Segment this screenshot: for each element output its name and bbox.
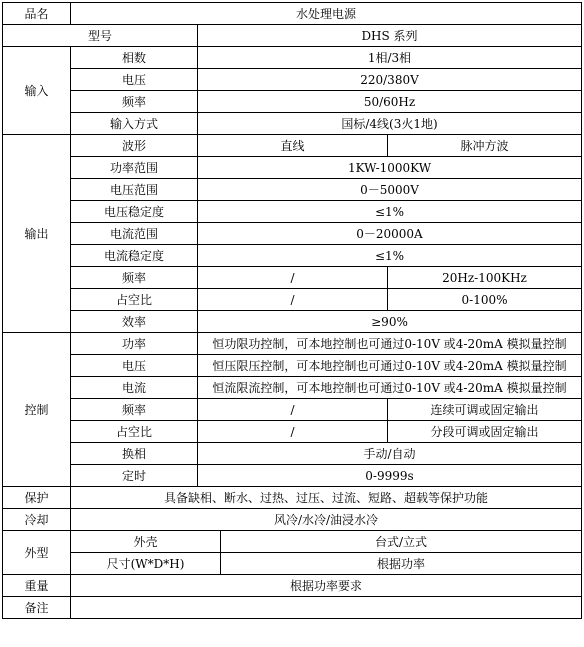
input-section-label: 输入 [3,47,71,135]
row-model [3,25,582,47]
control-timing-label: 定时 [71,465,198,487]
row-control-current [3,377,582,399]
output-voltage-stability-label: 电压稳定度 [71,201,198,223]
protection-value: 具备缺相、断水、过热、过压、过流、短路、超载等保护功能 [71,487,582,509]
row-input-voltage [3,69,582,91]
control-frequency-pulse: 连续可调或固定输出 [388,399,582,421]
output-waveform-dc: 直线 [198,135,388,157]
row-control-power [3,333,582,355]
protection-label: 保护 [3,487,71,509]
output-frequency-label: 频率 [71,267,198,289]
input-method-label: 输入方式 [71,113,198,135]
appearance-housing-label: 外壳 [71,531,221,553]
control-duty-cycle-pulse: 分段可调或固定输出 [388,421,582,443]
row-product-name [3,3,582,25]
output-frequency-pulse: 20Hz-100KHz [388,267,582,289]
input-voltage-value: 220/380V [198,69,582,91]
output-duty-cycle-label: 占空比 [71,289,198,311]
remarks-value [71,597,582,619]
remarks-label: 备注 [3,597,71,619]
cooling-value: 风冷/水冷/油浸水冷 [71,509,582,531]
row-control-frequency [3,399,582,421]
control-timing-value: 0-9999s [198,465,582,487]
input-frequency-label: 频率 [71,91,198,113]
appearance-size-value: 根据功率 [221,553,582,575]
input-phase-value: 1相/3相 [198,47,582,69]
output-power-range-label: 功率范围 [71,157,198,179]
row-protection [3,487,582,509]
row-output-efficiency [3,311,582,333]
output-waveform-label: 波形 [71,135,198,157]
output-current-range-value: 0－20000A [198,223,582,245]
product-name-label: 品名 [3,3,71,25]
output-duty-cycle-pulse: 0-100% [388,289,582,311]
output-frequency-dc: / [198,267,388,289]
control-current-value: 恒流限流控制，可本地控制也可通过0-10V 或4-20mA 模拟量控制 [198,377,582,399]
weight-label: 重量 [3,575,71,597]
control-duty-cycle-dc: / [198,421,388,443]
row-input-method [3,113,582,135]
row-control-duty-cycle [3,421,582,443]
output-power-range-value: 1KW-1000KW [198,157,582,179]
row-remarks [3,597,582,619]
control-current-label: 电流 [71,377,198,399]
input-method-value: 国标/4线(3火1地) [198,113,582,135]
control-power-value: 恒功限功控制，可本地控制也可通过0-10V 或4-20mA 模拟量控制 [198,333,582,355]
product-name-value: 水处理电源 [71,3,582,25]
row-output-voltage-range [3,179,582,201]
row-input-frequency [3,91,582,113]
output-voltage-range-label: 电压范围 [71,179,198,201]
control-section-label: 控制 [3,333,71,487]
control-frequency-dc: / [198,399,388,421]
output-voltage-range-value: 0－5000V [198,179,582,201]
control-voltage-label: 电压 [71,355,198,377]
row-input-phase [3,47,582,69]
output-efficiency-value: ≥90% [198,311,582,333]
spec-table [2,2,582,619]
control-duty-cycle-label: 占空比 [71,421,198,443]
model-label: 型号 [3,25,198,47]
row-appearance-housing [3,531,582,553]
row-appearance-size [3,553,582,575]
input-voltage-label: 电压 [71,69,198,91]
row-output-voltage-stability [3,201,582,223]
output-section-label: 输出 [3,135,71,333]
row-output-current-range [3,223,582,245]
row-output-current-stability [3,245,582,267]
row-control-commutation [3,443,582,465]
row-output-waveform [3,135,582,157]
cooling-label: 冷却 [3,509,71,531]
control-frequency-label: 频率 [71,399,198,421]
model-value: DHS 系列 [198,25,582,47]
output-current-range-label: 电流范围 [71,223,198,245]
output-efficiency-label: 效率 [71,311,198,333]
row-output-frequency [3,267,582,289]
row-output-duty-cycle [3,289,582,311]
row-control-timing [3,465,582,487]
output-duty-cycle-dc: / [198,289,388,311]
control-commutation-label: 换相 [71,443,198,465]
row-cooling [3,509,582,531]
control-voltage-value: 恒压限压控制，可本地控制也可通过0-10V 或4-20mA 模拟量控制 [198,355,582,377]
row-weight [3,575,582,597]
appearance-section-label: 外型 [3,531,71,575]
control-power-label: 功率 [71,333,198,355]
output-waveform-pulse: 脉冲方波 [388,135,582,157]
output-voltage-stability-value: ≤1% [198,201,582,223]
output-current-stability-value: ≤1% [198,245,582,267]
row-control-voltage [3,355,582,377]
input-frequency-value: 50/60Hz [198,91,582,113]
output-current-stability-label: 电流稳定度 [71,245,198,267]
control-commutation-value: 手动/自动 [198,443,582,465]
weight-value: 根据功率要求 [71,575,582,597]
appearance-housing-value: 台式/立式 [221,531,582,553]
appearance-size-label: 尺寸(W*D*H) [71,553,221,575]
row-output-power-range [3,157,582,179]
input-phase-label: 相数 [71,47,198,69]
